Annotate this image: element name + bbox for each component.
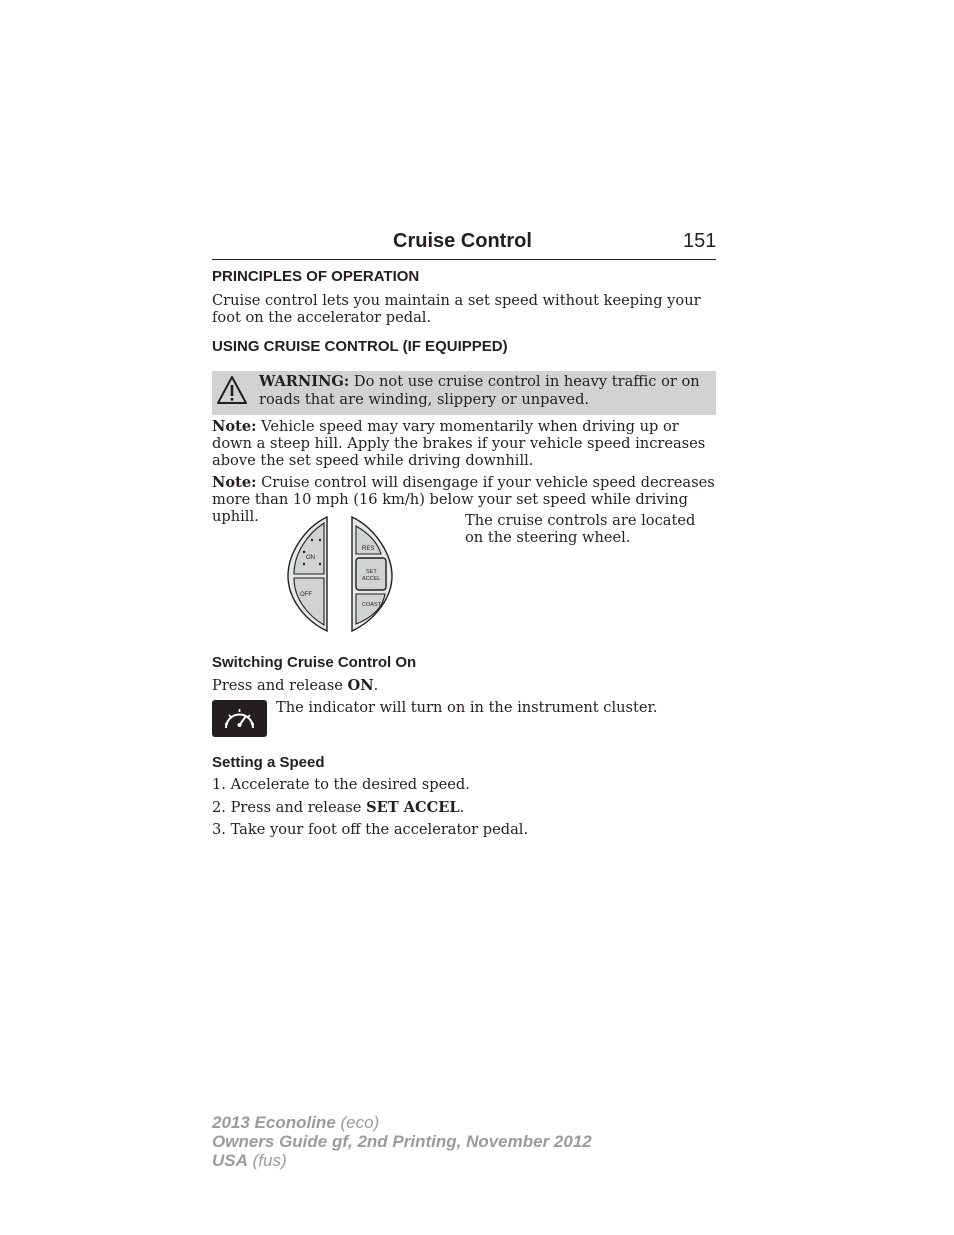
step-1: 1. Accelerate to the desired speed. (212, 776, 470, 793)
warning-message: Do not use cruise control in heavy traffic or on roads that are winding, slippery or unpaved. (259, 373, 700, 408)
header-divider (212, 259, 716, 260)
note-text: Cruise control will disengage if your vehicle speed decreases more than 10 mph (16 km/h) below your set speed while driving uphill. (212, 474, 715, 525)
instruction-punctuation: . (373, 677, 379, 694)
on-button-name: ON (347, 677, 374, 694)
cruise-indicator-icon (212, 700, 267, 737)
subheading-setting-speed: Setting a Speed (212, 754, 325, 771)
step-2 (212, 799, 716, 816)
cruise-controls-illustration (282, 514, 402, 634)
section-heading-principles: PRINCIPLES OF OPERATION (212, 268, 420, 285)
page-title: Cruise Control (393, 230, 532, 252)
footer-model-code: (eco) (335, 1113, 380, 1132)
footer-printing: Owners Guide gf, 2nd Printing, November 2012 (212, 1132, 592, 1151)
subheading-switching-on: Switching Cruise Control On (212, 654, 417, 671)
section-heading-using: USING CRUISE CONTROL (IF EQUIPPED) (212, 338, 508, 355)
warning-text (259, 373, 709, 409)
footer-model-name: 2013 Econoline (212, 1113, 336, 1132)
on-button-label: ON (306, 555, 315, 561)
press-on-instruction (212, 677, 716, 694)
note-label: Note: (212, 474, 257, 491)
note-label: Note: (212, 418, 257, 435)
step-punctuation: . (459, 799, 465, 816)
note-text: Vehicle speed may vary momentarily when driving up or down a steep hill. Apply the brakes if your vehicle speed increases above the set speed while driving downhill. (212, 418, 706, 469)
set-button-label: SET (366, 569, 377, 575)
principles-body: Cruise control lets you maintain a set speed without keeping your foot on the accelerator pedal. (212, 292, 701, 326)
step-text: 2. Press and release (212, 799, 367, 816)
warning-label: WARNING: (259, 373, 350, 390)
res-button-label: RES (362, 546, 375, 552)
page-number: 151 (683, 230, 717, 252)
set-accel-button-name: SET ACCEL (366, 799, 460, 816)
footer-market (212, 1151, 287, 1170)
warning-triangle-icon (216, 375, 248, 405)
footer-model (212, 1113, 379, 1132)
off-button-label: OFF (300, 592, 312, 598)
step-3: 3. Take your foot off the accelerator pedal. (212, 821, 529, 838)
accel-button-label: ACCEL (362, 576, 381, 582)
indicator-description: The indicator will turn on in the instrument cluster. (276, 699, 658, 716)
coast-button-label: COAST (362, 602, 381, 608)
note-vehicle-speed (212, 418, 716, 469)
footer-market-code: (fus) (247, 1151, 287, 1170)
figure-caption: The cruise controls are located on the steering wheel. (465, 512, 696, 546)
instruction-text: Press and release (212, 677, 348, 694)
footer-market-name: USA (212, 1151, 248, 1170)
